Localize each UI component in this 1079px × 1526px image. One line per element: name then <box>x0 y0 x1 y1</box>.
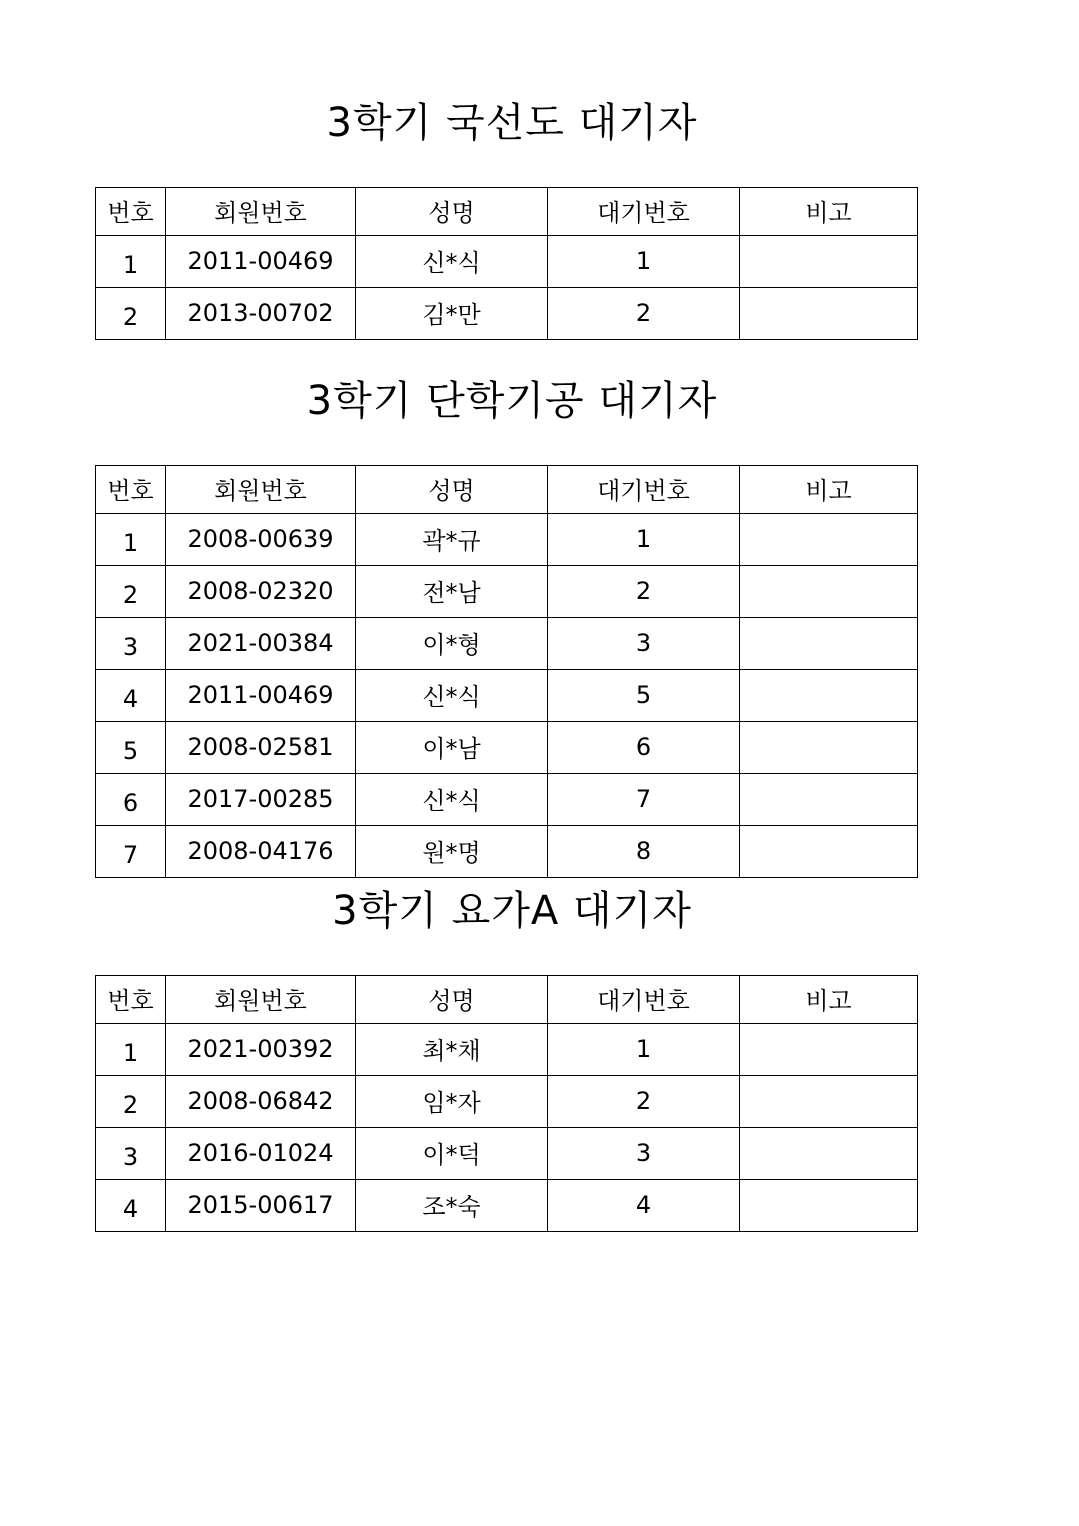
header-note: 비고 <box>740 466 918 514</box>
cell-name: 신*식 <box>356 236 548 288</box>
header-name: 성명 <box>356 976 548 1024</box>
cell-note <box>740 670 918 722</box>
cell-note <box>740 1180 918 1232</box>
cell-name: 신*식 <box>356 670 548 722</box>
cell-wait-no: 6 <box>548 722 740 774</box>
header-note: 비고 <box>740 188 918 236</box>
cell-no: 3 <box>96 1128 166 1180</box>
cell-member-id: 2011-00469 <box>166 236 356 288</box>
cell-note <box>740 1024 918 1076</box>
cell-no: 2 <box>96 566 166 618</box>
cell-note <box>740 288 918 340</box>
cell-wait-no: 5 <box>548 670 740 722</box>
cell-name: 전*남 <box>356 566 548 618</box>
cell-wait-no: 1 <box>548 1024 740 1076</box>
cell-name: 최*채 <box>356 1024 548 1076</box>
header-member-id: 회원번호 <box>166 976 356 1024</box>
cell-wait-no: 8 <box>548 826 740 878</box>
table-row <box>96 1180 918 1232</box>
table-row <box>96 826 918 878</box>
cell-name: 곽*규 <box>356 514 548 566</box>
cell-note <box>740 236 918 288</box>
cell-note <box>740 1128 918 1180</box>
table-row <box>96 1076 918 1128</box>
table-row <box>96 1024 918 1076</box>
header-wait-no: 대기번호 <box>548 188 740 236</box>
cell-name: 임*자 <box>356 1076 548 1128</box>
header-member-id: 회원번호 <box>166 188 356 236</box>
cell-no: 3 <box>96 618 166 670</box>
cell-no: 1 <box>96 1024 166 1076</box>
table-row <box>96 288 918 340</box>
cell-member-id: 2017-00285 <box>166 774 356 826</box>
cell-member-id: 2011-00469 <box>166 670 356 722</box>
header-note: 비고 <box>740 976 918 1024</box>
cell-note <box>740 826 918 878</box>
header-name: 성명 <box>356 188 548 236</box>
header-no: 번호 <box>96 188 166 236</box>
cell-wait-no: 2 <box>548 1076 740 1128</box>
section-title-yoga-a: 3학기 요가A 대기자 <box>332 888 692 934</box>
table-row <box>96 1128 918 1180</box>
table-row <box>96 774 918 826</box>
header-no: 번호 <box>96 466 166 514</box>
cell-wait-no: 1 <box>548 514 740 566</box>
waitlist-table-yoga-a <box>95 975 918 1232</box>
cell-name: 이*남 <box>356 722 548 774</box>
cell-note <box>740 566 918 618</box>
table-row <box>96 670 918 722</box>
cell-member-id: 2008-00639 <box>166 514 356 566</box>
cell-note <box>740 514 918 566</box>
cell-name: 신*식 <box>356 774 548 826</box>
table-row <box>96 236 918 288</box>
cell-member-id: 2016-01024 <box>166 1128 356 1180</box>
header-name: 성명 <box>356 466 548 514</box>
section-title-danhak-gigong: 3학기 단학기공 대기자 <box>306 378 718 424</box>
header-wait-no: 대기번호 <box>548 466 740 514</box>
cell-no: 4 <box>96 670 166 722</box>
cell-note <box>740 722 918 774</box>
cell-member-id: 2013-00702 <box>166 288 356 340</box>
cell-note <box>740 774 918 826</box>
waitlist-table-kuksundo <box>95 187 918 340</box>
cell-no: 1 <box>96 236 166 288</box>
cell-name: 조*숙 <box>356 1180 548 1232</box>
cell-wait-no: 2 <box>548 288 740 340</box>
table-row <box>96 722 918 774</box>
cell-no: 2 <box>96 1076 166 1128</box>
table-row <box>96 566 918 618</box>
table-header-row <box>96 188 918 236</box>
cell-wait-no: 3 <box>548 618 740 670</box>
cell-member-id: 2021-00392 <box>166 1024 356 1076</box>
cell-note <box>740 618 918 670</box>
cell-no: 4 <box>96 1180 166 1232</box>
cell-member-id: 2008-06842 <box>166 1076 356 1128</box>
table-header-row <box>96 466 918 514</box>
header-member-id: 회원번호 <box>166 466 356 514</box>
cell-member-id: 2008-02320 <box>166 566 356 618</box>
table-row <box>96 514 918 566</box>
cell-name: 이*형 <box>356 618 548 670</box>
cell-member-id: 2008-04176 <box>166 826 356 878</box>
cell-member-id: 2021-00384 <box>166 618 356 670</box>
header-no: 번호 <box>96 976 166 1024</box>
cell-no: 7 <box>96 826 166 878</box>
cell-wait-no: 2 <box>548 566 740 618</box>
cell-no: 5 <box>96 722 166 774</box>
cell-wait-no: 7 <box>548 774 740 826</box>
cell-member-id: 2015-00617 <box>166 1180 356 1232</box>
cell-name: 이*덕 <box>356 1128 548 1180</box>
cell-no: 1 <box>96 514 166 566</box>
cell-no: 6 <box>96 774 166 826</box>
cell-no: 2 <box>96 288 166 340</box>
cell-name: 원*명 <box>356 826 548 878</box>
cell-wait-no: 3 <box>548 1128 740 1180</box>
section-title-kuksundo: 3학기 국선도 대기자 <box>326 100 698 146</box>
table-header-row <box>96 976 918 1024</box>
cell-name: 김*만 <box>356 288 548 340</box>
cell-wait-no: 1 <box>548 236 740 288</box>
header-wait-no: 대기번호 <box>548 976 740 1024</box>
table-row <box>96 618 918 670</box>
waitlist-table-danhak-gigong <box>95 465 918 878</box>
cell-member-id: 2008-02581 <box>166 722 356 774</box>
cell-wait-no: 4 <box>548 1180 740 1232</box>
cell-note <box>740 1076 918 1128</box>
